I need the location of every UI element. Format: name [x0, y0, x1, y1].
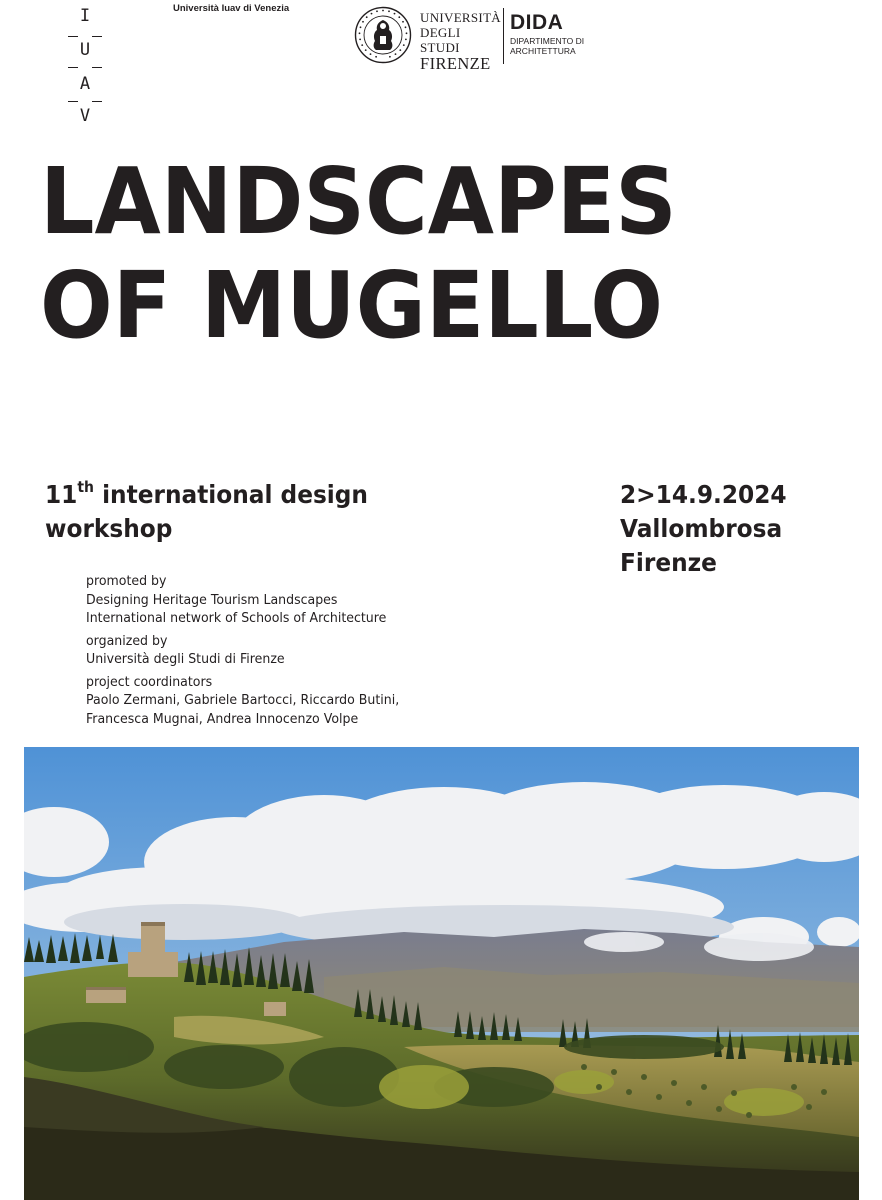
iuav-name: Università Iuav di Venezia — [173, 3, 290, 14]
iuav-logo — [60, 4, 110, 128]
subtitle-line: international design — [102, 480, 368, 509]
credits-label: organized by — [86, 632, 168, 649]
dida-title: DIDA — [510, 11, 564, 34]
credits-line: Designing Heritage Tourism Landscapes — [86, 591, 338, 608]
dida-line: DIPARTIMENTO DI — [510, 36, 585, 46]
unifi-line: UNIVERSITÀ — [420, 10, 501, 25]
unifi-logo-text — [420, 10, 501, 73]
event-info — [620, 478, 787, 580]
title-line: LANDSCAPES — [40, 148, 677, 255]
event-place: Vallombrosa — [620, 514, 783, 543]
iuav-logo-letter: I — [79, 6, 91, 26]
workshop-subtitle — [45, 478, 368, 546]
logo-divider — [503, 8, 504, 64]
event-dates: 2>14.9.2024 — [620, 480, 787, 509]
ordinal-number: 11 — [45, 480, 78, 509]
page-title — [40, 150, 677, 358]
credits — [86, 572, 399, 732]
dida-logo — [510, 12, 590, 56]
title-line: OF MUGELLO — [40, 252, 663, 359]
unifi-line: FIRENZE — [420, 54, 491, 73]
ordinal-suffix: th — [77, 478, 94, 496]
credits-label: promoted by — [86, 573, 167, 589]
iuav-logo-letter: A — [79, 74, 91, 94]
credits-label: project coordinators — [86, 673, 213, 690]
credits-line: Francesca Mugnai, Andrea Innocenzo Volpe — [86, 710, 359, 727]
credits-line: Università degli Studi di Firenze — [86, 651, 285, 667]
dida-line: ARCHITETTURA — [510, 45, 576, 56]
subtitle-line: workshop — [45, 514, 173, 543]
credits-line: Paolo Zermani, Gabriele Bartocci, Riccardo Butini, — [86, 692, 400, 708]
university-seal-icon — [354, 6, 412, 64]
credits-line: International network of Schools of Architecture — [86, 610, 387, 626]
unifi-line: DEGLI STUDI — [420, 25, 461, 55]
event-city: Firenze — [620, 548, 717, 577]
iuav-logo-letter: U — [79, 40, 91, 60]
iuav-logo-letter: V — [79, 106, 91, 126]
landscape-photo — [24, 747, 859, 1200]
